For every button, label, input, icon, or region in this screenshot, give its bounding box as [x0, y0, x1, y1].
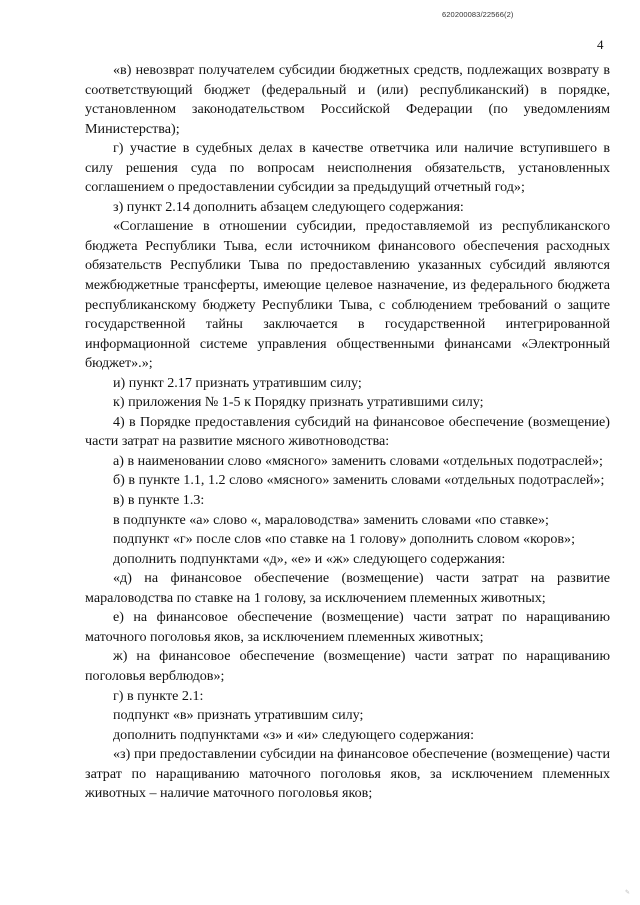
scan-mark-icon: ✎: [625, 889, 631, 896]
paragraph-add-d-e-zh: дополнить подпунктами «д», «е» и «ж» следующего содержания:: [113, 550, 506, 567]
paragraph-subpoint-a: в подпункте «а» слово «, мараловодства» заменить словами «по ставке»;: [113, 511, 549, 528]
paragraph-g-2-1: г) в пункте 2.1:: [113, 687, 204, 704]
paragraph-z-2-14: з) пункт 2.14 дополнить абзацем следующего содержания:: [113, 198, 464, 215]
paragraph-v-1-3: в) в пункте 1.3:: [113, 492, 205, 509]
paragraph-a-title: а) в наименовании слово «мясного» заменить словами «отдельных подотраслей»;: [113, 452, 603, 469]
document-id: 620200083/22566(2): [442, 10, 514, 19]
paragraph-4-order: 4) в Порядке предоставления субсидий на финансовое обеспечение (возмещение) части затрат на развитие мясного животноводства:: [85, 413, 610, 450]
paragraph-zh-camels: ж) на финансовое обеспечение (возмещение) части затрат по наращиванию поголовья верблюдов»;: [85, 648, 610, 684]
paragraph-v-nonreturn: «в) невозврат получателем субсидии бюджетных средств, подлежащих возврату в соответствующий бюджет (федеральный и (или) республиканский) в порядке, установленном законодательством Российской Федерации (по уведомлениям Министерства);: [85, 62, 610, 137]
paragraph-k-appendices: к) приложения № 1-5 к Порядку признать утратившими силу;: [113, 394, 484, 411]
paragraph-subpoint-g: подпункт «г» после слов «по ставке на 1 голову» дополнить словом «коров»;: [113, 531, 575, 548]
paragraph-e-yaks: е) на финансовое обеспечение (возмещение) части затрат по наращиванию маточного поголовья яков, за исключением племенных животных;: [85, 609, 610, 645]
paragraph-z-yaks: «з) при предоставлении субсидии на финансовое обеспечение (возмещение) части затрат по наращиванию маточного поголовья яков, за исключением племенных животных – наличие маточного поголовья яков;: [85, 746, 610, 802]
paragraph-i-2-17: и) пункт 2.17 признать утратившим силу;: [113, 374, 362, 391]
paragraph-add-z-i: дополнить подпунктами «з» и «и» следующего содержания:: [113, 726, 475, 743]
paragraph-subpoint-v-void: подпункт «в» признать утратившим силу;: [113, 707, 364, 724]
paragraph-agreement: «Соглашение в отношении субсидии, предоставляемой из республиканского бюджета Республики Тыва, если источником финансового обеспечения расходных обязательств Республики Тыва по предоставлению указанных субсидий являются межбюджетные трансферты, имеющие целевое назначение, из федерального бюджета республиканскому бюджету Республики Тыва, с соблюдением требований о защите государственной тайны заключается в государственной интегрированной информационной системе управления общественными финансами «Электронный бюджет».»;: [85, 218, 610, 372]
page-number: 4: [597, 37, 604, 52]
paragraph-g-court: г) участие в судебных делах в качестве ответчика или наличие вступившего в силу решения суда по вопросам неисполнения обязательств, установленных соглашением о предоставлении субсидии за предыдущий отчетный год»;: [85, 140, 610, 196]
document-body: [85, 61, 610, 804]
paragraph-b-1-1: б) в пункте 1.1, 1.2 слово «мясного» заменить словами «отдельных подотраслей»;: [113, 472, 605, 489]
paragraph-d-maral: «д) на финансовое обеспечение (возмещение) части затрат на развитие мараловодства по ставке на 1 голову, за исключением племенных животных;: [85, 570, 610, 606]
